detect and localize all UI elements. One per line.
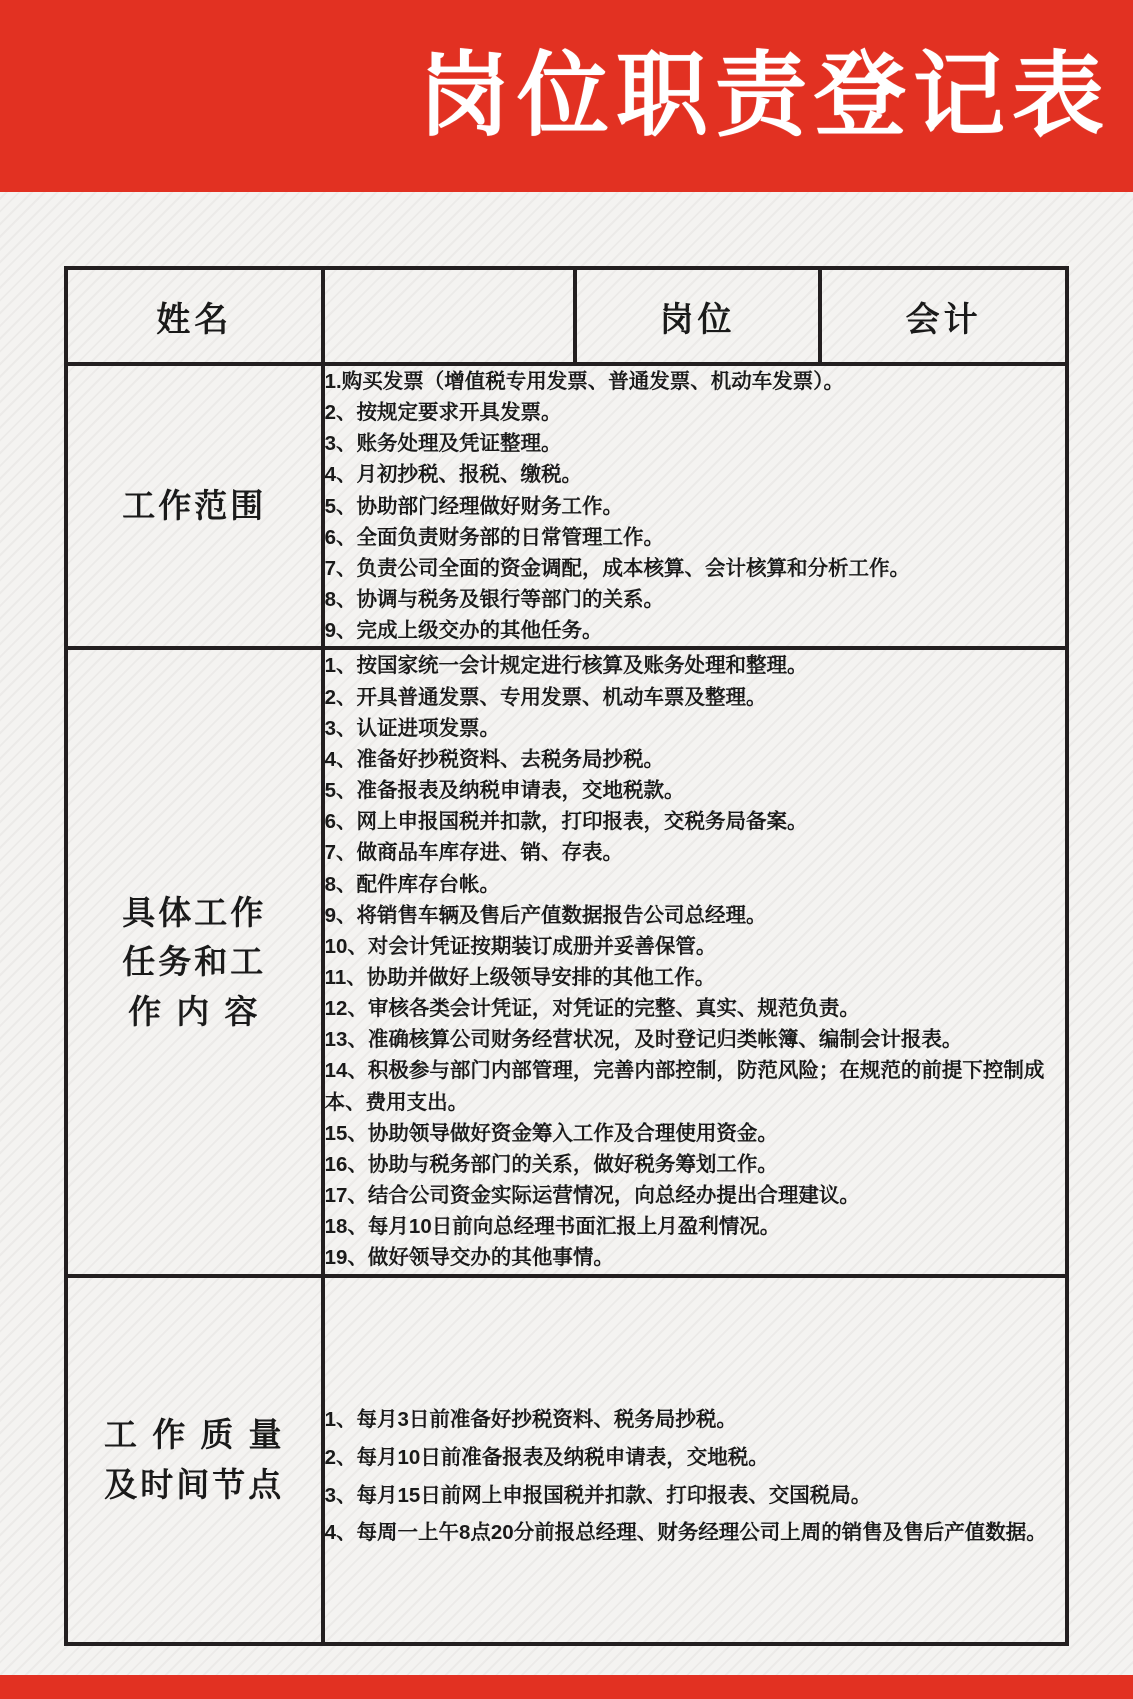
list-item: 16、协助与税务部门的关系，做好税务筹划工作。 (324, 1152, 778, 1176)
position-value-cell[interactable]: 会计 (820, 268, 1067, 364)
list-item: 9、将销售车辆及售后产值数据报告公司总经理。 (324, 903, 767, 927)
section-label-work-scope (66, 364, 323, 648)
list-item: 9、完成上级交办的其他任务。 (324, 619, 603, 643)
list-item: 7、做商品车库存进、销、存表。 (324, 841, 624, 865)
list-item: 11、协助并做好上级领导安排的其他工作。 (324, 965, 716, 989)
list-item: 8、协调与税务及银行等部门的关系。 (324, 588, 665, 612)
page-title: 岗位职责登记表 (417, 45, 1111, 147)
section-content-work-scope (323, 364, 1067, 648)
list-item: 18、每月10日前向总经理书面汇报上月盈利情况。 (324, 1215, 781, 1239)
name-label-cell: 姓名 (66, 268, 323, 364)
position-label-cell: 岗位 (575, 268, 821, 364)
list-item: 1.购买发票（增值税专用发票、普通发票、机动车发票）。 (324, 370, 844, 393)
list-item: 5、协助部门经理做好财务工作。 (324, 494, 624, 518)
list-item: 7、负责公司全面的资金调配，成本核算、会计核算和分析工作。 (324, 556, 911, 580)
list-item: 2、每月10日前准备报表及纳税申请表，交地税。 (324, 1445, 769, 1469)
form-body (0, 192, 1133, 1675)
table-row-quality-timing (66, 1276, 1067, 1644)
section-label-quality-timing (66, 1276, 323, 1644)
list-item: 3、认证进项发票。 (324, 716, 501, 740)
list-item: 4、准备好抄税资料、去税务局抄税。 (324, 747, 665, 771)
list-item: 5、准备报表及纳税申请表，交地税款。 (324, 779, 685, 803)
section-label-line: 作 内 容 (128, 992, 261, 1030)
section-label-line: 具体工作 (122, 893, 267, 931)
list-item: 12、审核各类会计凭证，对凭证的完整、真实、规范负责。 (324, 997, 860, 1021)
list-item: 10、对会计凭证按期装订成册并妥善保管。 (324, 934, 717, 958)
header-banner (0, 0, 1133, 192)
list-item: 2、开具普通发票、专用发票、机动车票及整理。 (324, 685, 767, 709)
list-item: 4、每周一上午8点20分前报总经理、财务经理公司上周的销售及售后产值数据。 (324, 1521, 1047, 1545)
footer-strip (0, 1675, 1133, 1699)
list-item: 3、每月15日前网上申报国税并扣款、打印报表、交国税局。 (324, 1483, 872, 1507)
list-item: 1、每月3日前准备好抄税资料、税务局抄税。 (324, 1407, 737, 1431)
list-item: 15、协助领导做好资金筹入工作及合理使用资金。 (324, 1121, 778, 1145)
section-content-quality-timing (323, 1276, 1067, 1644)
section-label-specific-tasks (66, 648, 323, 1275)
section-label-line: 工作范围 (122, 487, 267, 525)
list-item: 17、结合公司资金实际运营情况，向总经办提出合理建议。 (324, 1184, 860, 1208)
name-value-cell[interactable] (323, 268, 575, 364)
section-label-line: 任务和工 (122, 943, 267, 981)
list-item: 13、准确核算公司财务经营状况，及时登记归类帐簿、编制会计报表。 (324, 1028, 963, 1052)
list-item: 4、月初抄税、报税、缴税。 (324, 463, 583, 487)
table-row-identity (66, 268, 1067, 364)
work-scope-item-list (325, 366, 1065, 646)
section-label-line: 工 作 质 量 (104, 1416, 285, 1454)
job-responsibility-table (64, 266, 1069, 1646)
section-content-specific-tasks (323, 648, 1067, 1275)
list-item: 3、账务处理及凭证整理。 (324, 432, 562, 456)
list-item: 2、按规定要求开具发票。 (324, 401, 562, 425)
table-row-work-scope (66, 364, 1067, 648)
specific-tasks-item-list (325, 650, 1065, 1273)
list-item: 1、按国家统一会计规定进行核算及账务处理和整理。 (324, 654, 808, 678)
list-item: 19、做好领导交办的其他事情。 (324, 1246, 614, 1270)
section-label-line: 及时间节点 (104, 1465, 285, 1503)
list-item: 6、网上申报国税并扣款，打印报表，交税务局备案。 (324, 810, 808, 834)
quality-timing-item-list (325, 1401, 1065, 1553)
list-item: 6、全面负责财务部的日常管理工作。 (324, 525, 665, 549)
list-item: 8、配件库存台帐。 (324, 872, 501, 896)
list-item: 14、积极参与部门内部管理，完善内部控制，防范风险；在规范的前提下控制成本、费用支出。 (324, 1059, 1045, 1114)
table-row-specific-tasks (66, 648, 1067, 1275)
